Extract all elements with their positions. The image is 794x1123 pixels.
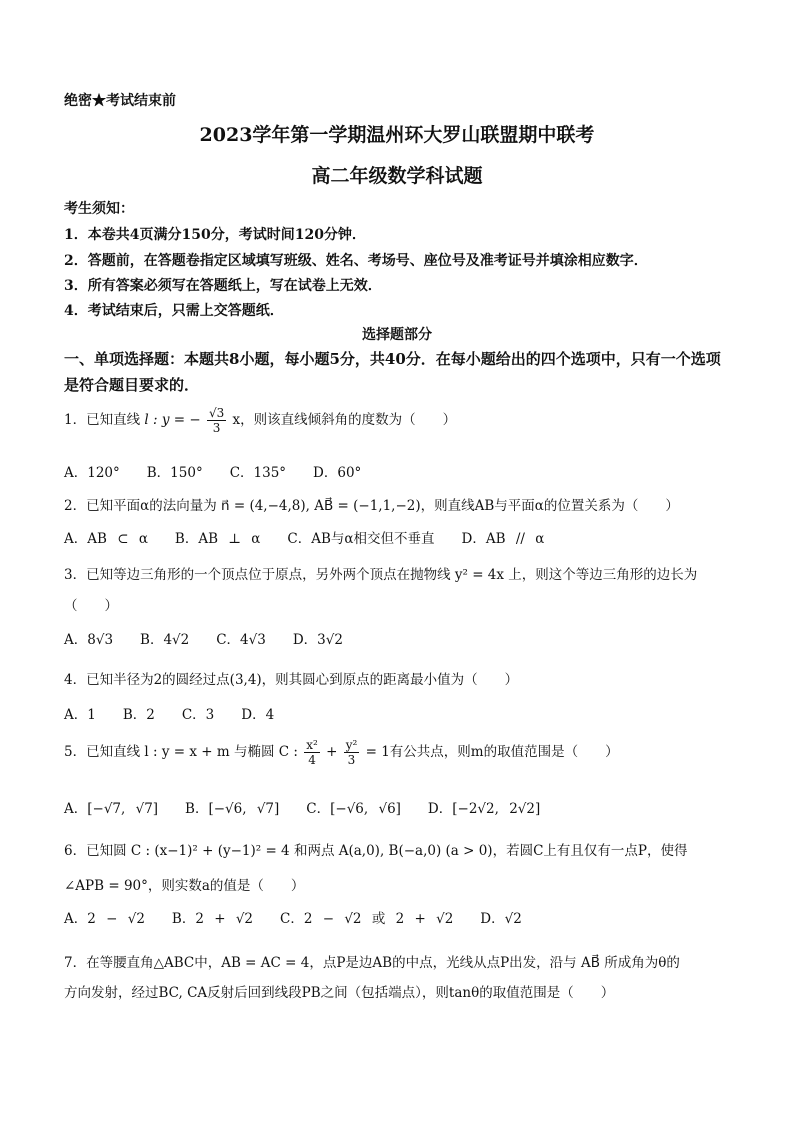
- fraction-denominator: 3: [347, 753, 356, 767]
- fraction-denominator: 3: [212, 421, 221, 435]
- question-1-text-b: x，则该直线倾斜角的度数为（ ）: [232, 412, 457, 428]
- exam-title: 2023学年第一学期温州环大罗山联盟期中联考: [199, 124, 595, 146]
- notice-item-3: 3．所有答案必须写在答题纸上，写在试卷上无效．: [64, 278, 382, 294]
- question-1-equation: l : y = −: [144, 412, 201, 428]
- question-4-stem: 4．已知半径为2的圆经过点(3,4)，则其圆心到原点的距离最小值为（ ）: [64, 672, 519, 688]
- fraction-numerator: y²: [345, 738, 358, 752]
- question-5-text-a: 5．已知直线 l : y = x + m 与椭圆 C :: [64, 744, 298, 760]
- plus-sign: +: [326, 744, 338, 760]
- section-intro: 一、单项选择题：本题共8小题，每小题5分，共40分．在每小题给出的四个选项中，只有一个选项是符合题目要求的．: [64, 350, 721, 394]
- secret-label: 绝密★考试结束前: [64, 93, 176, 109]
- question-3-stem-cont: （ ）: [64, 598, 118, 614]
- question-1-fraction: [207, 406, 226, 435]
- notice-item-2: 2．答题前，在答题卷指定区域填写班级、姓名、考场号、座位号及准考证号并填涂相应数字．: [64, 253, 648, 269]
- fraction-numerator: x²: [306, 738, 318, 752]
- question-2-stem: 2．已知平面α的法向量为 n⃗ = (4,−4,8), AB⃗ = (−1,1,−2)，则直线AB与平面α的位置关系为（ ）: [64, 498, 679, 514]
- question-1-stem: [64, 406, 456, 435]
- notice-item-4: 4．考试结束后，只需上交答题纸．: [64, 303, 284, 319]
- question-2-options: A．AB ⊂ α B．AB ⊥ α C．AB与α相交但不垂直 D．AB // α: [64, 531, 545, 547]
- fraction-numerator: √3: [208, 406, 225, 420]
- question-5-stem: [64, 738, 619, 767]
- question-5-options: A．[−√7, √7] B．[−√6, √7] C．[−√6, √6] D．[−2√2, 2√2]: [64, 801, 541, 817]
- question-4-options: A．1 B．2 C．3 D．4: [64, 707, 275, 723]
- question-5-fraction-x: [304, 738, 320, 767]
- notice-heading: 考生须知：: [64, 201, 134, 217]
- question-3-stem: 3．已知等边三角形的一个顶点位于原点，另外两个顶点在抛物线 y² = 4x 上，则这个等边三角形的边长为: [64, 567, 698, 583]
- section-label: 选择题部分: [362, 327, 432, 343]
- question-7-stem: 7．在等腰直角△ABC中，AB = AC = 4，点P是边AB的中点，光线从点P出发，沿与 AB⃗ 所成角为θ的: [64, 955, 680, 971]
- question-1-text-a: 1．已知直线: [64, 412, 141, 428]
- fraction-denominator: 4: [308, 753, 316, 767]
- question-7-stem-cont: 方向发射，经过BC, CA反射后回到线段PB之间（包括端点），则tanθ的取值范围是（ ）: [64, 985, 615, 1001]
- exam-subtitle: 高二年级数学科试题: [311, 165, 483, 187]
- question-3-options: A．8√3 B．4√2 C．4√3 D．3√2: [64, 632, 343, 648]
- question-6-stem: 6．已知圆 C : (x−1)² + (y−1)² = 4 和两点 A(a,0), B(−a,0) (a > 0)，若圆C上有且仅有一点P，使得: [64, 843, 688, 859]
- question-5-text-b: = 1有公共点，则m的取值范围是（ ）: [365, 744, 619, 760]
- notice-item-1: 1．本卷共4页满分150分，考试时间120分钟．: [64, 227, 366, 243]
- question-6-stem-cont: ∠APB = 90°，则实数a的值是（ ）: [64, 878, 305, 894]
- question-6-options: A．2 − √2 B．2 + √2 C．2 − √2 或 2 + √2 D．√2: [64, 911, 522, 927]
- question-5-fraction-y: [344, 738, 360, 767]
- question-1-options: A．120° B．150° C．135° D．60°: [64, 465, 362, 481]
